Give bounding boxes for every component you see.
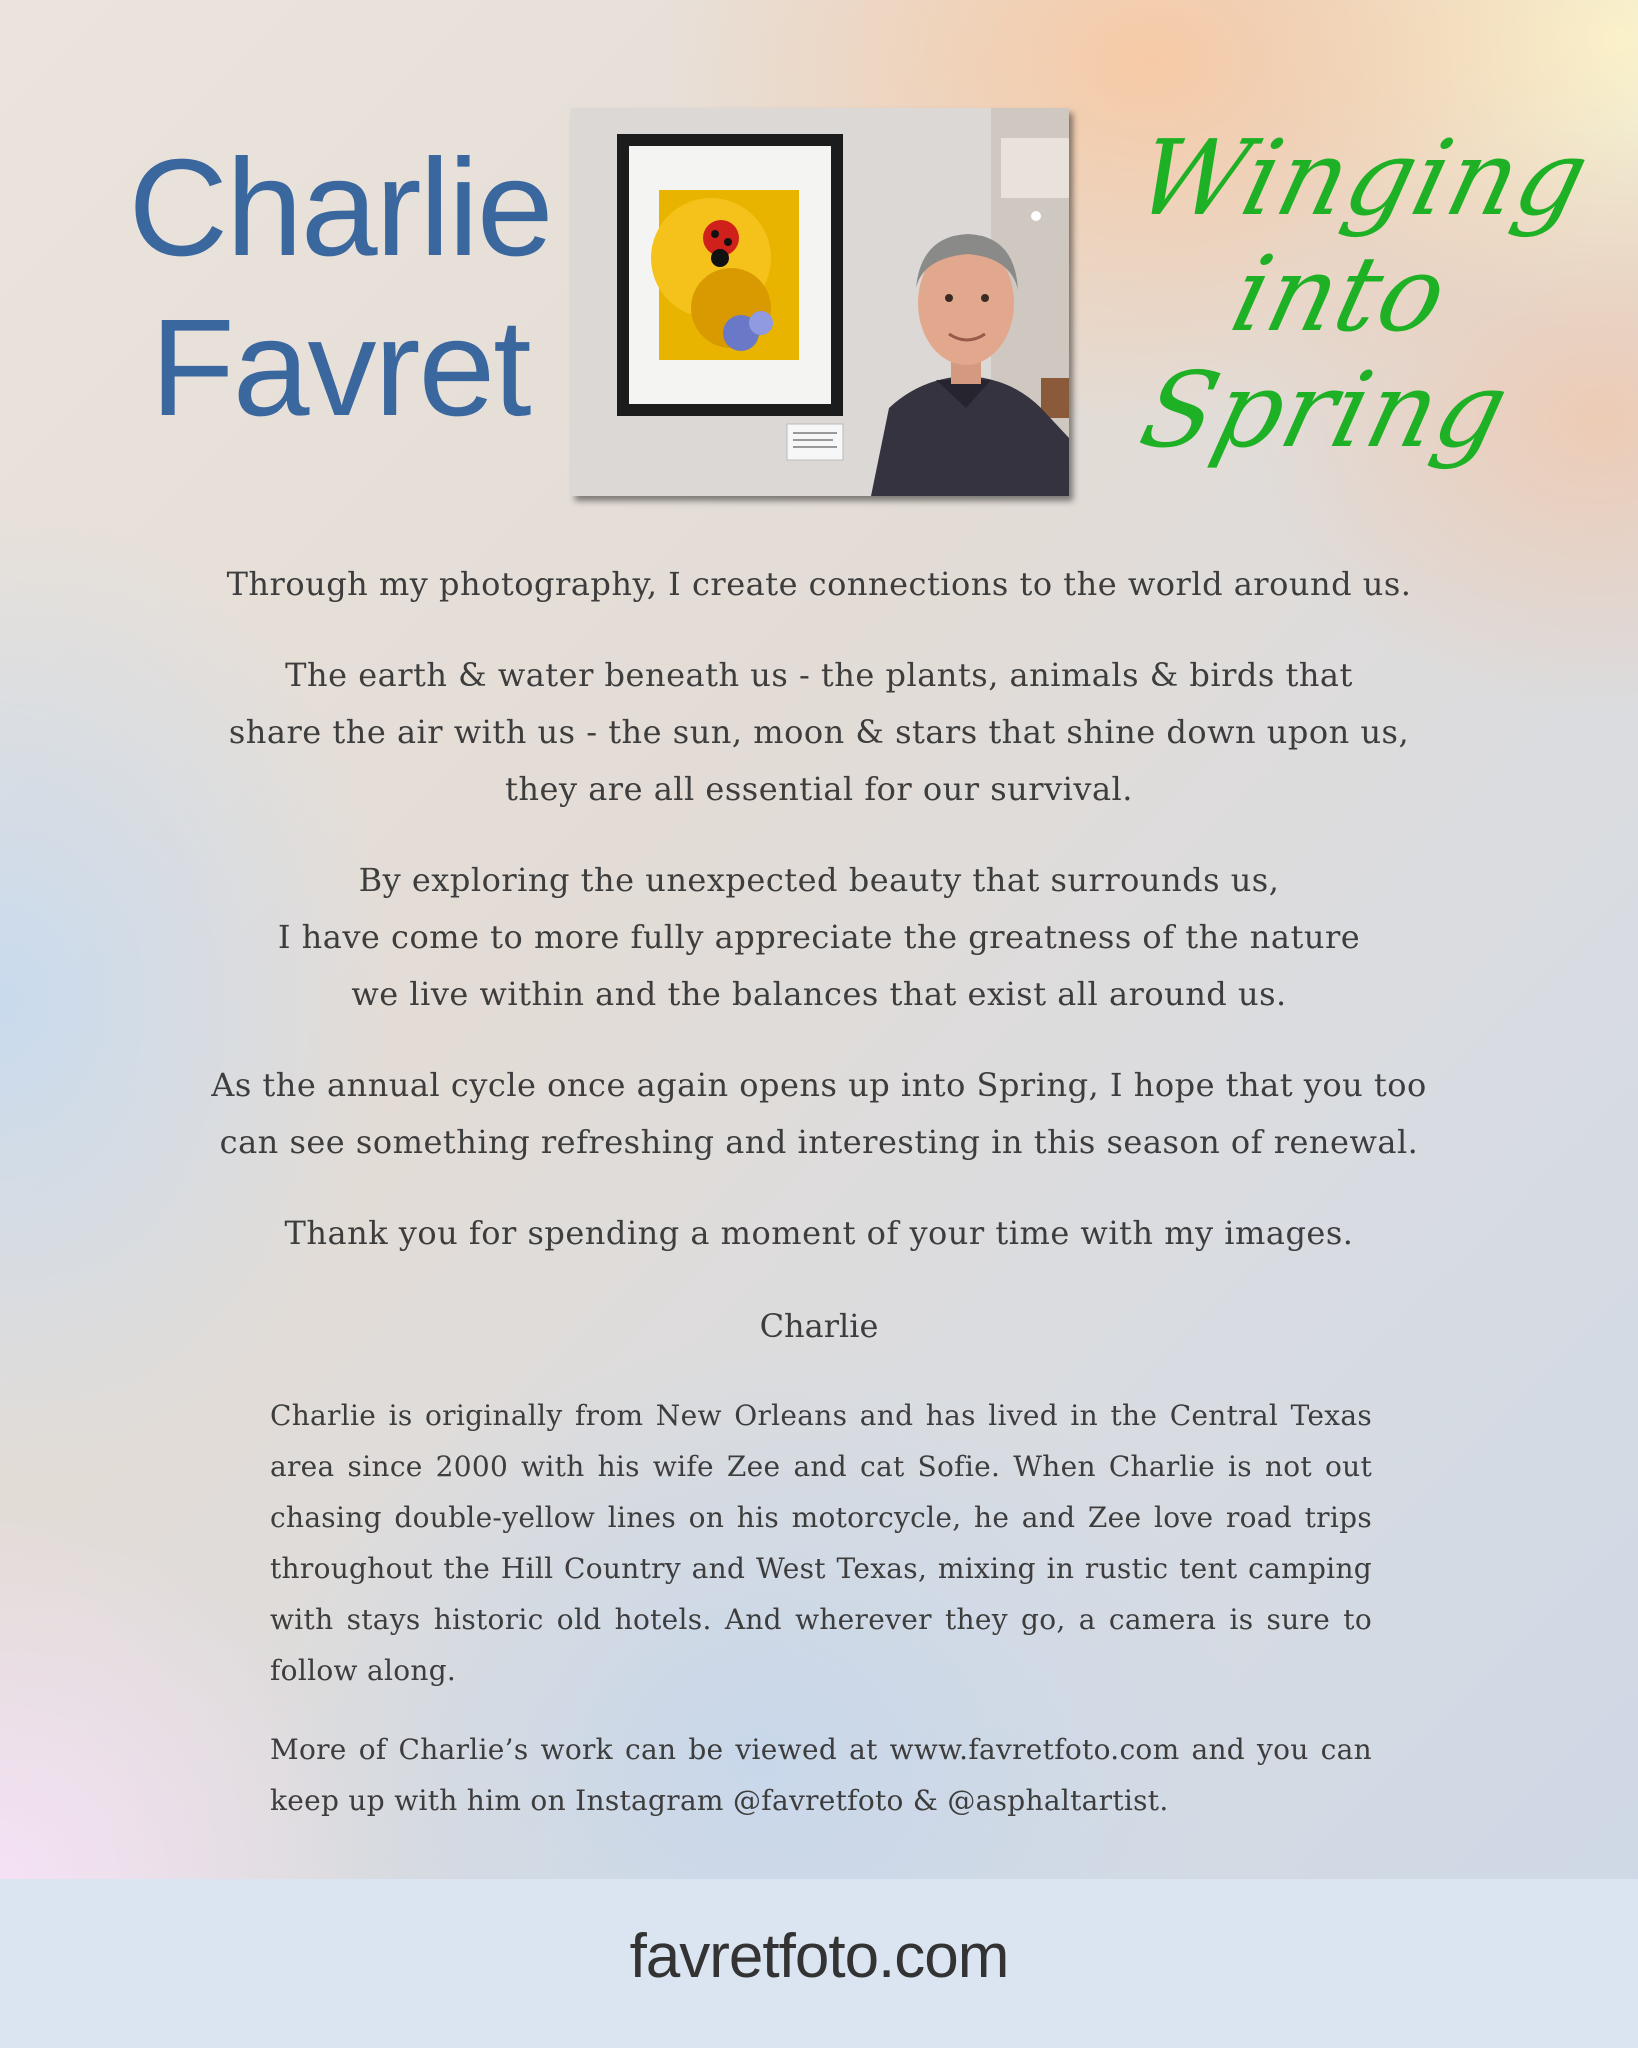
footer-bar [0,1879,1638,2048]
statement-line: can see something refreshing and interesting in this season of renewal. [219,1123,1419,1161]
exhibit-title-line-3: Spring [1129,349,1521,471]
statement-line: we live within and the balances that exist all around us. [351,975,1287,1013]
artist-statement [160,556,1478,1296]
footer-website-url: favretfoto.com [629,1922,1009,1991]
artist-name [120,128,560,448]
signature: Charlie [759,1307,879,1345]
statement-line: they are all essential for our survival. [505,770,1133,808]
statement-paragraph-4 [160,1057,1478,1171]
statement-line: Through my photography, I create connections to the world around us. [226,565,1412,603]
statement-paragraph-1 [160,556,1478,613]
exhibit-title-line-2: into [1220,233,1460,355]
statement-line: I have come to more fully appreciate the greatness of the nature [277,918,1361,956]
exhibit-title [1120,117,1601,471]
artist-portrait-photo [571,108,1069,496]
statement-paragraph-5 [160,1205,1478,1262]
artist-last-name: Favret [150,291,530,445]
statement-line: Thank you for spending a moment of your time with my images. [284,1214,1354,1252]
artist-first-name: Charlie [128,131,552,285]
statement-line: The earth & water beneath us - the plants, animals & birds that [285,656,1353,694]
artist-bio [270,1390,1372,1854]
bio-paragraph-1: Charlie is originally from New Orleans and has lived in the Central Texas area since 2000 with his wife Zee and cat Sofie. When Charlie is not out chasing double-yellow lines on his motorcycle, he and Zee love road trips throughout the Hill Country and West Texas, mixing in rustic tent camping with stays historic old hotels. And wherever they go, a camera is sure to follow along. [270,1399,1372,1687]
statement-paragraph-3 [160,852,1478,1023]
statement-paragraph-2 [160,647,1478,818]
statement-line: share the air with us - the sun, moon & stars that shine down upon us, [228,713,1410,751]
statement-line: By exploring the unexpected beauty that surrounds us, [358,861,1280,899]
exhibit-title-line-1: Winging [1124,117,1601,239]
statement-line: As the annual cycle once again opens up into Spring, I hope that you too [211,1066,1427,1104]
bio-paragraph-2: More of Charlie’s work can be viewed at www.favretfoto.com and you can keep up with him on Instagram @favretfoto & @asphaltartist. [270,1733,1372,1817]
